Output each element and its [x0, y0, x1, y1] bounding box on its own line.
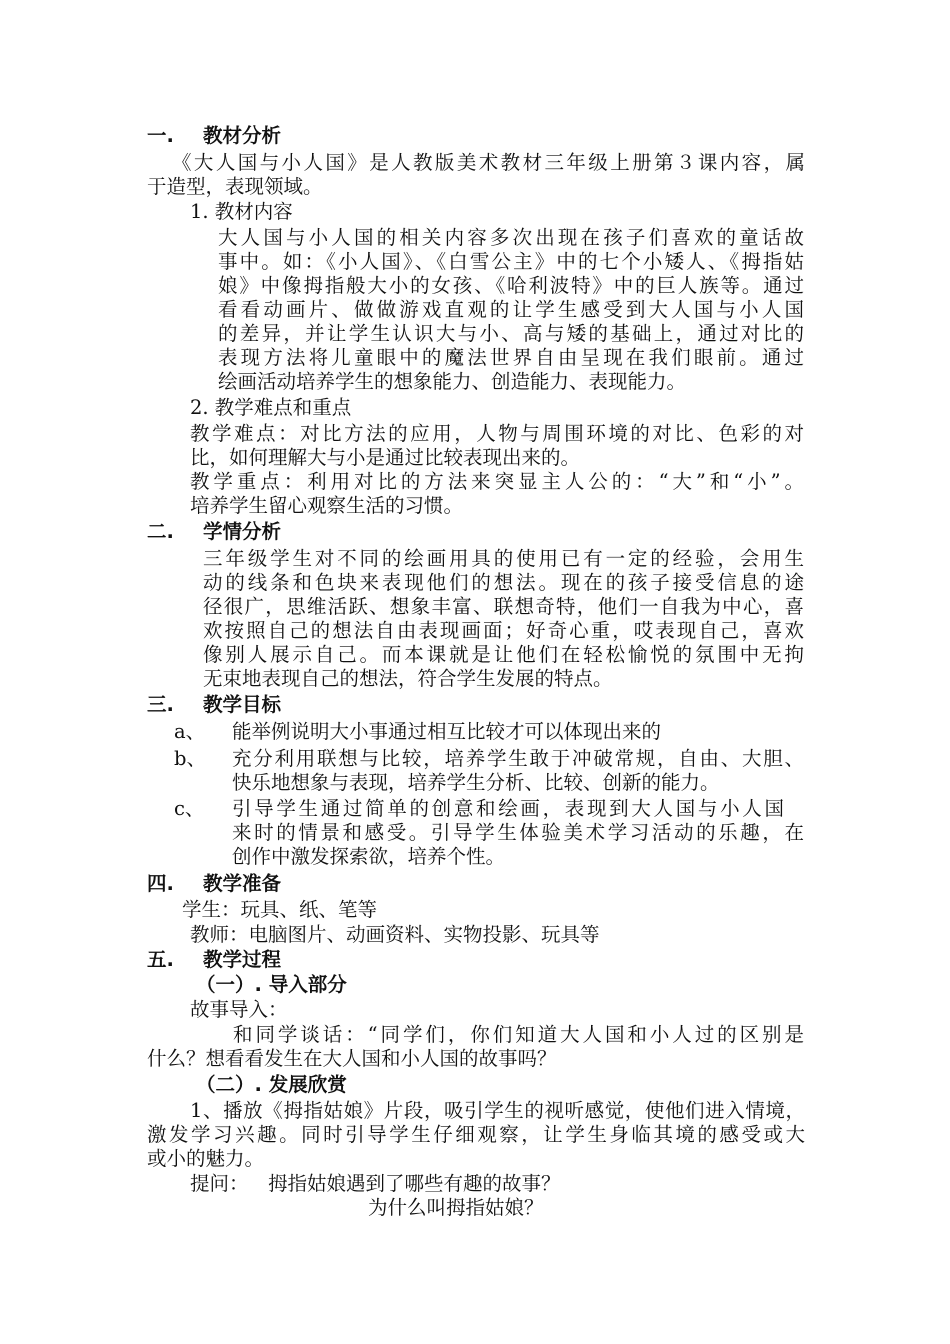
section-1-number: 一. — [147, 124, 174, 147]
section-2-line: 径很广，思维活跃、想象丰富、联想奇特，他们一自我为中心，喜 — [203, 595, 804, 618]
prep-student: 学生：玩具、纸、笔等 — [182, 898, 378, 921]
goal-c-marker: c、 — [174, 797, 205, 820]
subsection-1-1-line: 大人国与小人国的相关内容多次出现在孩子们喜欢的童话故 — [218, 226, 804, 249]
question-item: 拇指姑娘遇到了哪些有趣的故事？ — [268, 1172, 561, 1195]
question-label: 提问： — [190, 1172, 249, 1195]
part-1-title: （一）. 导入部分 — [196, 973, 347, 996]
goal-b-line: 充分利用联想与比较，培养学生敢于冲破常规，自由、大胆、 — [232, 747, 804, 770]
subsection-1-1-line: 的差异，并让学生认识大与小、高与矮的基础上，通过对比的 — [218, 322, 804, 345]
subsection-1-2-line: 教学难点：对比方法的应用，人物与周围环境的对比、色彩的对 — [190, 422, 804, 445]
subsection-1-2-line: 教学重点：利用对比的方法来突显主人公的：“大”和“小”。 — [190, 470, 804, 493]
part-1-intro: 故事导入： — [190, 998, 288, 1021]
prep-teacher: 教师：电脑图片、动画资料、实物投影、玩具等 — [190, 923, 600, 946]
section-2-number: 二. — [147, 520, 174, 543]
part-1-talk-line: 什么？想看看发生在大人国和小人国的故事吗？ — [147, 1047, 557, 1070]
section-2-title: 学情分析 — [203, 520, 282, 543]
section-4-number: 四. — [147, 872, 174, 895]
subsection-1-2-title: 2. 教学难点和重点 — [190, 396, 352, 419]
part-2-line: 或小的魅力。 — [147, 1147, 265, 1170]
section-2-line: 动的线条和色块来表现他们的想法。现在的孩子接受信息的途 — [203, 571, 804, 594]
subsection-1-2-line: 比，如何理解大与小是通过比较表现出来的。 — [190, 446, 581, 469]
section-5-number: 五. — [147, 948, 174, 971]
subsection-1-1-line: 表现方法将儿童眼中的魔法世界自由呈现在我们眼前。通过 — [218, 346, 804, 369]
section-3-number: 三. — [147, 693, 174, 716]
goal-b-line: 快乐地想象与表现，培养学生分析、比较、创新的能力。 — [232, 771, 720, 794]
section-3-title: 教学目标 — [203, 693, 282, 716]
goal-a-line: 能举例说明大小事通过相互比较才可以体现出来的 — [232, 720, 662, 743]
subsection-1-1-line: 绘画活动培养学生的想象能力、创造能力、表现能力。 — [218, 370, 687, 393]
section-1-title: 教材分析 — [203, 124, 282, 147]
goal-c-line: 创作中激发探索欲，培养个性。 — [232, 845, 506, 868]
goal-b-marker: b、 — [174, 747, 206, 770]
section-2-line: 像别人展示自己。而本课就是让他们在轻松愉悦的氛围中无拘 — [203, 643, 804, 666]
section-4-title: 教学准备 — [203, 872, 282, 895]
section-2-line: 无束地表现自己的想法，符合学生发展的特点。 — [203, 667, 613, 690]
section-2-line: 三年级学生对不同的绘画用具的使用已有一定的经验，会用生 — [203, 547, 804, 570]
part-2-line: 激发学习兴趣。同时引导学生仔细观察，让学生身临其境的感受或大 — [147, 1123, 805, 1146]
subsection-1-2-line: 培养学生留心观察生活的习惯。 — [190, 494, 464, 517]
question-item: 为什么叫拇指姑娘？ — [368, 1196, 544, 1219]
goal-c-line: 来时的情景和感受。引导学生体验美术学习活动的乐趣，在 — [232, 821, 804, 844]
part-1-talk-line: 和同学谈话：“同学们，你们知道大人国和小人过的区别是 — [233, 1023, 804, 1046]
subsection-1-1-title: 1. 教材内容 — [190, 200, 293, 223]
section-1-intro-line-2: 于造型，表现领域。 — [147, 175, 323, 198]
part-2-title: （二）. 发展欣赏 — [196, 1073, 347, 1096]
section-2-line: 欢按照自己的想法自由表现画面；好奇心重，哎表现自己，喜欢 — [203, 619, 804, 642]
goal-c-line: 引导学生通过简单的创意和绘画，表现到大人国与小人国 — [232, 797, 784, 820]
section-5-title: 教学过程 — [203, 948, 282, 971]
subsection-1-1-line: 看看动画片、做做游戏直观的让学生感受到大人国与小人国 — [218, 298, 804, 321]
part-2-line: 1、播放《拇指姑娘》片段，吸引学生的视听感觉，使他们进入情境， — [190, 1099, 805, 1122]
goal-a-marker: a、 — [174, 720, 206, 743]
section-1-intro-line-1: 《大人国与小人国》是人教版美术教材三年级上册第３课内容，属 — [172, 151, 805, 174]
subsection-1-1-line: 娘》中像拇指般大小的女孩、《哈利波特》中的巨人族等。通过 — [218, 274, 804, 297]
subsection-1-1-line: 事中。如：《小人国》、《白雪公主》中的七个小矮人、《拇指姑 — [218, 250, 804, 273]
